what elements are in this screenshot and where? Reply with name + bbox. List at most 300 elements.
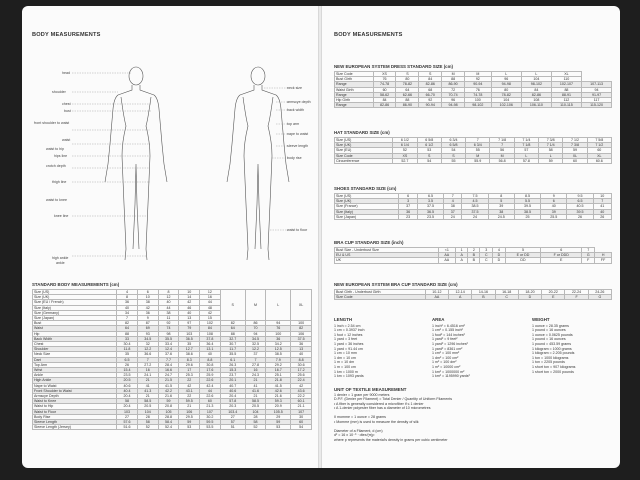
cell-value: 41.5 — [266, 383, 291, 388]
row-label: Circumference — [335, 158, 393, 163]
cell-value: 16-18 — [495, 290, 518, 295]
cell-value: 36 — [117, 300, 138, 305]
section-title: NEW EUROPEAN SYSTEM DRESS STANDARD SIZE (cm) — [334, 64, 453, 69]
cell-value: 28.8 — [158, 414, 179, 419]
cell-value: B — [472, 295, 495, 300]
label-knee-line: knee line — [54, 214, 69, 218]
row-label: Size (Japan) — [33, 316, 117, 321]
cell-value: 26 — [567, 214, 593, 219]
cell-value: 37 — [245, 352, 266, 357]
table-row — [33, 425, 312, 430]
body-figures-svg — [32, 64, 310, 274]
cell-value: D — [493, 258, 506, 263]
cell-value: 70 — [245, 326, 266, 331]
cell-value: 40 — [179, 310, 200, 315]
cell-value: 42 — [137, 305, 158, 310]
row-label: Shoulder — [33, 347, 117, 352]
cell-value: 82 — [220, 321, 245, 326]
cell-value: C — [495, 295, 518, 300]
cell-value: 54 — [441, 148, 465, 153]
line-item: 1 m² = 10000 cm² — [432, 364, 461, 369]
cell-value: F — [565, 295, 588, 300]
cell-value: 55 — [441, 158, 465, 163]
line-item: 1 ounce = 0.0625 pounds — [532, 332, 573, 337]
cell-value: 8.8 — [200, 357, 221, 362]
cell-value: 41 — [137, 383, 158, 388]
label-crotch-depth: crotch depth — [46, 164, 66, 168]
line-item: 1 yard² = 9 feet² — [432, 337, 458, 342]
line-item: • Momme (mm) is used to measure the density of silk — [334, 419, 419, 424]
cell-value: 29.2 — [266, 362, 291, 367]
cell-value: 70-74 — [442, 92, 465, 97]
cell-value: 21.5 — [158, 378, 179, 383]
header-cell: XL — [551, 72, 581, 77]
cell-value: 17.6 — [200, 368, 221, 373]
cell-value: 98-102 — [521, 82, 551, 87]
cell-value: 43.1 — [179, 388, 200, 393]
label-chest: chest — [62, 102, 71, 106]
row-label: Size (US) — [33, 290, 117, 295]
cell-value: 15.3 — [220, 368, 245, 373]
cell-value: 16 — [137, 368, 158, 373]
cell-value: 34 — [117, 310, 138, 315]
cell-value: 38.5 — [266, 352, 291, 357]
cell-value: 107 — [291, 409, 312, 414]
cell-value: 72 — [442, 87, 465, 92]
cell-value: 88 — [442, 77, 465, 82]
cell-value: 20-22 — [542, 290, 565, 295]
cell-value: 8 — [158, 290, 179, 295]
line-item: 1 dm = 10 cm — [334, 355, 356, 360]
cell-value: 37.5 — [417, 204, 443, 209]
header-label: Size Code — [335, 72, 374, 77]
cell-value: 84 — [419, 77, 442, 82]
cell-value: 36.6 — [137, 352, 158, 357]
cell-value: 20.4 — [117, 394, 138, 399]
line-item: d² = 16 x 10⁻⁶ · dtex/(π)p — [334, 433, 375, 437]
cell-value: M — [490, 153, 514, 158]
cell-value: 55.9 — [466, 158, 490, 163]
cell-value: 96 — [442, 98, 465, 103]
row-label: Size (France) — [335, 204, 399, 209]
cell-value: 5.5 — [514, 199, 540, 204]
cell-value: 107-113 — [582, 82, 612, 87]
row-label: Armscye Depth — [33, 394, 117, 399]
cell-value: 41.3 — [137, 388, 158, 393]
cell-value: L — [514, 153, 538, 158]
dress-rows — [335, 77, 612, 108]
cell-value: 97 — [179, 321, 200, 326]
cell-value: 52 — [137, 425, 158, 430]
cell-value: 26 — [593, 214, 611, 219]
row-label: High Ankle — [33, 378, 117, 383]
cell-value: 30.4 — [117, 342, 138, 347]
area-lines — [432, 324, 522, 379]
cell-value: 32.7 — [220, 336, 245, 341]
cell-value: 10-12 — [425, 290, 448, 295]
line-item: 1 inch = 2.54 cm — [334, 323, 361, 328]
cell-value: 102 — [200, 321, 221, 326]
cell-value: 21 — [245, 394, 266, 399]
cell-value: 27 — [220, 414, 245, 419]
cell-value: 7 3/8 — [563, 143, 587, 148]
section-title: BRA CUP STANDARD SIZE (inch) — [334, 240, 404, 245]
cell-value: 4 — [117, 290, 138, 295]
cell-value: 12.5 — [266, 347, 291, 352]
cell-value: 24.3 — [245, 373, 266, 378]
row-label: Size (UK) — [33, 295, 117, 300]
cell-value: D — [493, 253, 506, 258]
label-bust: bust — [64, 109, 71, 113]
cell-value: 8.3 — [179, 357, 200, 362]
cell-value: AA — [438, 258, 456, 263]
bra-cup-section — [334, 240, 612, 264]
line-item: 1 foot = 12 inches — [334, 332, 363, 337]
line-item: 1 pound = 453.59 grams — [532, 341, 572, 346]
cell-value: 42 — [291, 383, 312, 388]
cell-value: 3 — [399, 199, 417, 204]
cell-value: 78-82 — [491, 92, 521, 97]
label-back-width: back width — [287, 108, 304, 112]
size-letter: XL — [291, 290, 312, 321]
cell-value: 46 — [179, 305, 200, 310]
cell-value: 5 — [488, 199, 514, 204]
cell-value: 56.8 — [490, 158, 514, 163]
cell-value: 3 — [480, 248, 493, 253]
cell-value: 21 — [179, 404, 200, 409]
dress-size-section — [334, 64, 612, 108]
shoes-size-section — [334, 186, 612, 220]
cell-value: 57 — [220, 420, 245, 425]
cell-value: 6 1/4 — [393, 143, 417, 148]
cell-value: 52 — [393, 148, 417, 153]
line-item: 1 km² = 1195990 yards² — [432, 374, 470, 379]
cell-value: AA — [438, 253, 456, 258]
row-label: Chest — [33, 342, 117, 347]
row-label: Size (UK) — [335, 199, 399, 204]
cell-value: 103 — [179, 331, 200, 336]
label-waist-to-floor: waist to floor — [287, 228, 308, 232]
cell-value: 62-66 — [396, 92, 419, 97]
cell-value: 41.6 — [245, 388, 266, 393]
row-label: Waist to Knee — [33, 399, 117, 404]
cell-value: 12.2 — [137, 347, 158, 352]
line-item: 1 yard² = 1296 inches² — [432, 341, 468, 346]
row-label: Waist — [33, 326, 117, 331]
cell-value: 42 — [179, 383, 200, 388]
left-page — [22, 6, 318, 468]
label-shoulder: shoulder — [52, 90, 66, 94]
line-item: 1 cm = 10 mm — [334, 351, 357, 356]
row-label: Bust — [33, 321, 117, 326]
cell-value: 22.2 — [291, 394, 312, 399]
cell-value: 58-62 — [373, 92, 396, 97]
cell-value: 28.4 — [158, 362, 179, 367]
cell-value: 21 — [137, 378, 158, 383]
cell-value: 6 — [137, 290, 158, 295]
cell-value: 36 — [266, 336, 291, 341]
cell-value: 8 — [117, 295, 138, 300]
cell-value: 16 — [200, 295, 221, 300]
cell-value: 59.3 — [266, 399, 291, 404]
header-cell: S — [419, 72, 442, 77]
cell-value: 55 — [466, 148, 490, 153]
line-item: 1 short ton = 907 kilograms — [532, 364, 576, 369]
cell-value: 14 — [179, 295, 200, 300]
cell-value: 88 — [396, 98, 419, 103]
label-neck-size: neck size — [287, 86, 302, 90]
cell-value: 7 1/2 — [587, 143, 611, 148]
cell-value: 87 — [137, 321, 158, 326]
cell-value: 58 — [245, 420, 266, 425]
row-label: Waist to Floor — [33, 409, 117, 414]
cell-value: 94 — [582, 87, 612, 92]
cell-value: 6.5 — [567, 199, 593, 204]
row-label: Waist to Hip — [33, 404, 117, 409]
label-hips-line: hips line — [54, 154, 68, 158]
cell-value: 7 1/2 — [563, 138, 587, 143]
row-label: UK — [335, 258, 439, 263]
cell-value: E — [542, 295, 565, 300]
cell-value: 76 — [465, 87, 492, 92]
row-label: Size (Italy) — [33, 305, 117, 310]
cell-value: 21.6 — [266, 394, 291, 399]
line-item: 1 m² = 100 dm² — [432, 360, 457, 365]
cell-value: 76 — [266, 326, 291, 331]
cell-value: 16.6 — [158, 368, 179, 373]
cell-value: 34.2 — [266, 342, 291, 347]
cell-value: 60 — [373, 87, 396, 92]
cell-value: 6 — [541, 199, 567, 204]
cell-value: 106 — [291, 331, 312, 336]
cell-value: 42 — [200, 310, 221, 315]
cell-value: 32 — [137, 342, 158, 347]
row-label: Size Code — [335, 295, 426, 300]
cell-value: 20.4 — [117, 404, 138, 409]
cell-value: 39 — [488, 204, 514, 209]
cell-value: 54 — [417, 158, 441, 163]
size-letter: M — [245, 290, 266, 321]
row-label: Sleeve Length — [33, 420, 117, 425]
cell-value: 35 — [117, 352, 138, 357]
cell-value: 6 1/2 — [417, 143, 441, 148]
cell-value: 60.1 — [291, 399, 312, 404]
table-row — [335, 103, 612, 108]
section-title: SHOES STANDARD SIZE (cm) — [334, 186, 397, 191]
cell-value: 53 — [266, 425, 291, 430]
cell-value: 37 — [444, 209, 462, 214]
row-label: EU & US — [335, 253, 439, 258]
cell-value: 35.5 — [220, 352, 245, 357]
cell-value: 37.8 — [200, 336, 221, 341]
cell-value: 7 — [490, 143, 514, 148]
cell-value: 7 — [466, 138, 490, 143]
cell-value: 93 — [137, 331, 158, 336]
cell-value: 11.8 — [117, 347, 138, 352]
cell-value: B — [468, 253, 480, 258]
length-conversions — [334, 318, 424, 379]
cell-value: 40 — [593, 209, 611, 214]
cell-value: 20.3 — [220, 404, 245, 409]
cell-value: 37 — [399, 204, 417, 209]
cell-value: 13.1 — [200, 347, 221, 352]
cell-value: 59.5 — [200, 420, 221, 425]
cell-value: 12.7 — [179, 347, 200, 352]
cell-value: 74-78 — [465, 92, 492, 97]
cell-value: 82-86 — [373, 103, 396, 108]
row-label: Back Width — [33, 336, 117, 341]
row-label: Size (Japan) — [335, 214, 399, 219]
row-label: Top Arm — [33, 362, 117, 367]
cell-value: 59 — [539, 158, 563, 163]
cell-value: 82-86 — [419, 82, 442, 87]
shoes-rows — [335, 194, 612, 220]
cell-value: 17.2 — [291, 368, 312, 373]
size-rows — [33, 290, 312, 321]
size-letter: S — [220, 290, 245, 321]
label-body-rise: body rise — [287, 156, 302, 160]
area-conversions — [432, 318, 522, 379]
cell-value: 58.4 — [158, 420, 179, 425]
cell-value: 30.7 — [220, 342, 245, 347]
hat-rows — [335, 138, 612, 164]
cell-value: 53.5 — [200, 425, 221, 430]
cell-value: 27.2 — [137, 362, 158, 367]
cell-value: 84 — [373, 98, 396, 103]
line-item: 1 dm² = 100 cm² — [432, 355, 459, 360]
cell-value: 37.5 — [291, 336, 312, 341]
cell-value: 80 — [396, 77, 419, 82]
cell-value: 1 — [456, 248, 468, 253]
line-item: Diameter of a Filament, d (cm) — [334, 428, 383, 433]
cell-value: 104 — [491, 98, 521, 103]
cell-value: 40.6 — [220, 388, 245, 393]
cell-value: 59 — [179, 420, 200, 425]
line-item: 1 cm² = 100 mm² — [432, 351, 460, 356]
cell-value: 106 — [179, 409, 200, 414]
cell-value: 32.5 — [245, 342, 266, 347]
line-item: 1 pound = 16 ounces — [532, 328, 566, 333]
table-row — [335, 258, 612, 263]
row-label: Size (Germany) — [33, 310, 117, 315]
cell-value: 38.5 — [514, 209, 540, 214]
cell-value: 69 — [137, 326, 158, 331]
cell-value: 6.5 — [417, 194, 443, 199]
cell-value: 25.1 — [266, 373, 291, 378]
cell-value: 82 — [291, 326, 312, 331]
hat-size-table — [334, 137, 612, 164]
cell-value: 38 — [137, 300, 158, 305]
line-item: 1 m = 10 dm — [334, 360, 355, 365]
cell-value: 14-16 — [472, 290, 495, 295]
cell-value: 36.5 — [179, 336, 200, 341]
cell-value: 4 — [493, 248, 506, 253]
cell-value: 30 — [291, 414, 312, 419]
cell-value: 41 — [245, 383, 266, 388]
cell-value: 33.4 — [158, 342, 179, 347]
cell-value: 58.5 — [137, 399, 158, 404]
area-title: AREA — [432, 317, 445, 322]
cell-value: 11.7 — [220, 347, 245, 352]
cell-value: 10 — [137, 295, 158, 300]
line-item: 1 km² = 1000000 m² — [432, 369, 465, 374]
cell-value: 12 — [200, 290, 221, 295]
cell-value: 7 — [117, 316, 138, 321]
row-label: Dart — [33, 357, 117, 362]
cell-value: 106-110 — [521, 103, 551, 108]
cell-value: 59 — [563, 148, 587, 153]
cell-value: 8.5 — [514, 194, 540, 199]
cell-value: 58.5 — [245, 399, 266, 404]
cell-value: 64 — [396, 87, 419, 92]
cell-value: G — [582, 253, 595, 258]
cell-value: 12.4 — [158, 347, 179, 352]
cell-value: XL — [587, 153, 611, 158]
cell-value: 90-94 — [419, 103, 442, 108]
cell-value: 36 — [291, 342, 312, 347]
cell-value: 44 — [200, 300, 221, 305]
line-item: 1 yard² = 8361 cm² — [432, 346, 463, 351]
cell-value: 36 — [137, 310, 158, 315]
cell-value: S — [417, 153, 441, 158]
cell-value: 107 — [200, 409, 221, 414]
cell-value: 60 — [563, 158, 587, 163]
row-label: Range — [335, 103, 374, 108]
cell-value: 102-107 — [551, 82, 581, 87]
body-figure-diagram — [32, 64, 310, 274]
cell-value: 22 — [179, 378, 200, 383]
right-page — [322, 6, 620, 468]
cell-value: <1 — [438, 248, 456, 253]
cell-value: 10 — [593, 194, 611, 199]
cell-value: 53 — [179, 425, 200, 430]
label-top-arm: top arm — [287, 122, 300, 126]
textile-title: UNIT OF TEXTILE MEASUREMENT — [334, 387, 407, 392]
cell-value: 42.4 — [200, 383, 221, 388]
cell-value: 10 — [179, 290, 200, 295]
line-item: 1 kilogram = 2.205 pounds — [532, 351, 575, 356]
cell-value: 7.9 — [266, 357, 291, 362]
cell-value: 60.6 — [587, 158, 611, 163]
cell-value: 24.1 — [137, 373, 158, 378]
cell-value: 22.4 — [291, 378, 312, 383]
row-label: Size (US) — [335, 138, 393, 143]
cell-value: M — [466, 153, 490, 158]
cell-value: 25.9 — [200, 373, 221, 378]
cell-value: 3.5 — [417, 199, 443, 204]
cell-value: 21.6 — [158, 394, 179, 399]
cell-value: 7 1/4 — [539, 143, 563, 148]
bra-cup-table — [334, 247, 612, 264]
dress-size-table — [334, 71, 612, 108]
cell-value: 15.4 — [117, 368, 138, 373]
cell-value: 25 — [514, 214, 540, 219]
cell-value: B — [468, 258, 480, 263]
bra-eu-rows — [335, 290, 612, 300]
label-waist-to-knee: waist to knee — [46, 198, 67, 202]
cell-value: 24 — [462, 214, 488, 219]
row-label: Range — [335, 82, 374, 87]
cell-value: 80 — [491, 87, 521, 92]
cell-value: E — [541, 258, 582, 263]
cell-value: 105 — [158, 409, 179, 414]
cell-value: 27 — [117, 414, 138, 419]
cell-value: 36 — [399, 209, 417, 214]
cell-value: 7 1/8 — [514, 143, 538, 148]
cell-value: 20.9 — [266, 404, 291, 409]
cell-value: 22.6 — [200, 394, 221, 399]
cell-value: 94 — [245, 331, 266, 336]
